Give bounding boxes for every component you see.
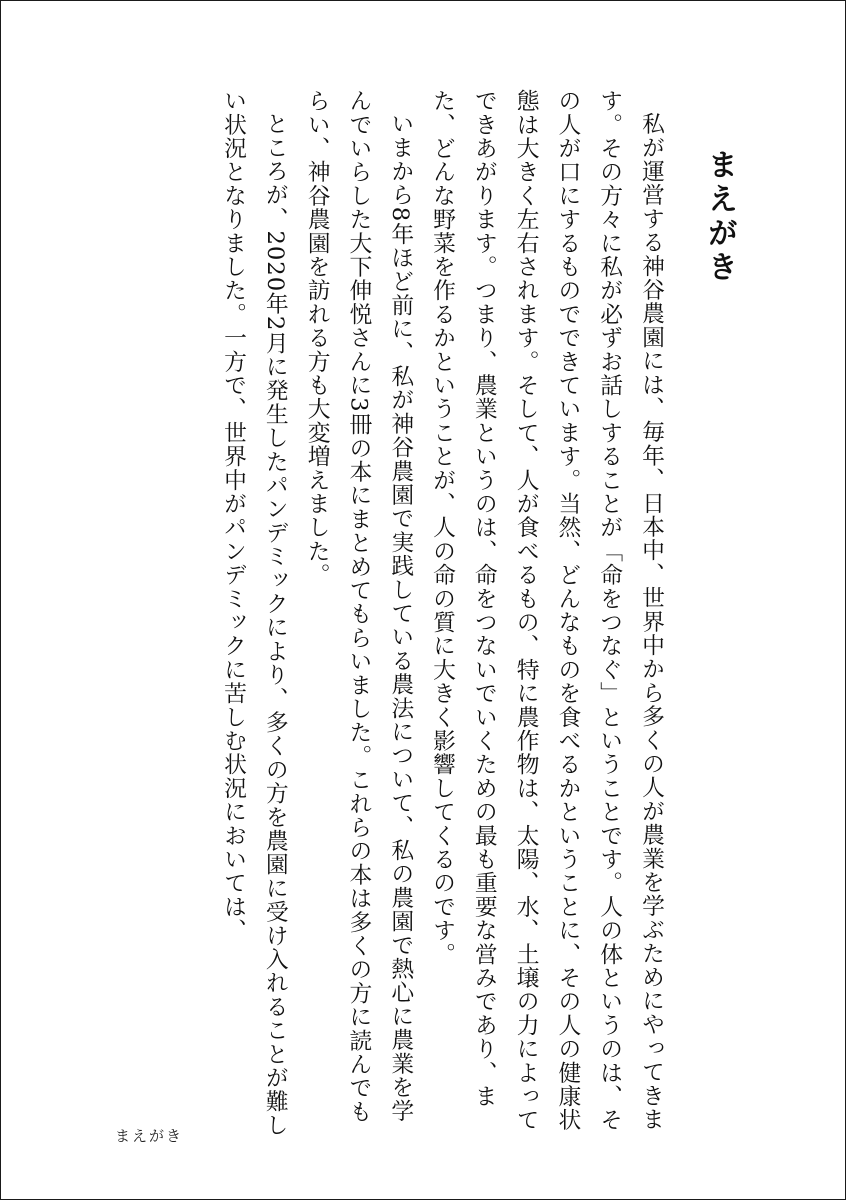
paragraph-2: いまから8年ほど前に、私が神谷農園で実践している農法について、私の農園で熱心に農業を学んでいらした大下伸悦さんに3冊の本にまとめてもらいました。これらの本は多くの方に読んでもらい、神谷農園を訪れる方も大変増えました。 [303,89,414,1124]
paragraph-3: ところが、2020年2月に発生したパンデミックにより、多くの方を農園に受け入れることが難しい状況となりました。一方で、世界中がパンデミックに苦しむ状況においては、 [220,89,288,1137]
chapter-title: まえがき [702,149,737,285]
paragraph-1: 私が運営する神谷農園には、毎年、日本中、世界中から多くの人が農業を学ぶためにやってきます。その方々に私が必ずお話しすることが「命をつなぐ」ということです。人の体というのは、その人が口にするものでできています。当然、どんなものを食べるかということに、その人の健康状態は大きく左右されます。そして、人が食べるもの、特に農作物は、太陽、水、土壌の力によってできあがります。つまり、農業というのは、命をつないでいくための最も重要な営みであり、また、どんな野菜を作るかということが、人の命の質に大きく影響してくるのです。 [429,89,664,1132]
running-footer: まえがき [115,1127,184,1145]
body-text [111,89,671,1139]
